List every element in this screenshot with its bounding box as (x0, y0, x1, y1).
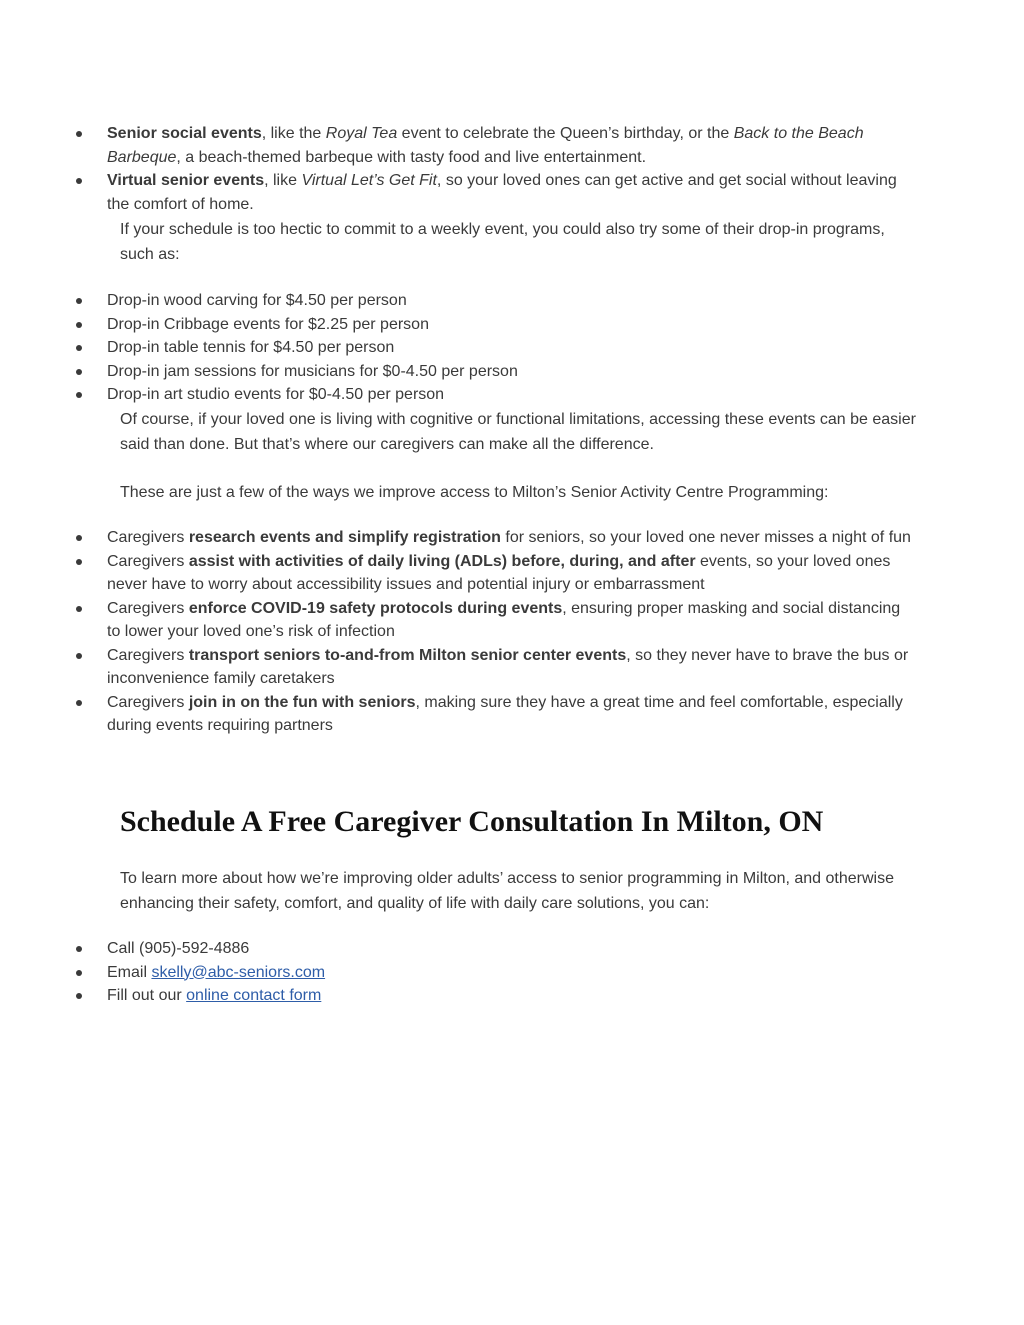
bullet-icon (76, 392, 82, 398)
section-heading: Schedule A Free Caregiver Consultation In Milton, ON (120, 805, 824, 838)
list-item: Senior social events, like the Royal Tea event to celebrate the Queen’s birthday, or the Back to the Beach Barbeque, a beach-themed barbeque with tasty food and live entertainment. (0, 122, 1024, 169)
bold-term: assist with activities of daily living (ADLs) before, during, and after (188, 552, 696, 570)
list-item: Caregivers research events and simplify registration for seniors, so your loved one never misses a night of fun (0, 526, 1024, 550)
event-name: Royal Tea (325, 125, 398, 142)
bullet-icon (76, 700, 82, 706)
bold-term: Senior social events (107, 125, 262, 142)
bullet-icon (76, 535, 82, 541)
bullet-icon (76, 298, 82, 304)
bullet-icon (76, 653, 82, 659)
list-item: Drop-in Cribbage events for $2.25 per person (0, 313, 1024, 337)
list-item: Email skelly@abc-seniors.com (0, 961, 1024, 985)
bold-term: Virtual senior events (107, 172, 265, 189)
list-item (0, 937, 1024, 961)
bullet-icon (76, 606, 82, 612)
email-link[interactable]: skelly@abc-seniors.com (151, 963, 326, 981)
bullet-icon (76, 369, 82, 375)
contact-form-link[interactable]: online contact form (186, 987, 322, 1004)
list-item: Caregivers assist with activities of daily living (ADLs) before, during, and after events, so your loved ones never have to worry about accessibility issues and potential injury or embarrassment (0, 550, 1024, 597)
events-list (0, 122, 1024, 216)
bullet-icon (76, 131, 82, 137)
bold-term: join in on the fun with seniors (188, 693, 416, 711)
list-item: Virtual senior events, like Virtual Let’s Get Fit, so your loved ones can get active and get social without leaving the comfort of home. (0, 169, 1024, 216)
list-item: Drop-in jam sessions for musicians for $0-4.50 per person (0, 360, 1024, 384)
list-item: Drop-in wood carving for $4.50 per person (0, 289, 1024, 313)
bullet-icon (76, 322, 82, 328)
dropin-list (0, 289, 1024, 407)
list-item: Caregivers join in on the fun with seniors, making sure they have a great time and feel comfortable, especially during events requiring partners (0, 691, 1024, 738)
list-item: Caregivers transport seniors to-and-from Milton senior center events, so they never have to brave the bus or inconvenience family caretakers (0, 644, 1024, 691)
caregivers-list (0, 526, 1024, 738)
bold-term: enforce COVID-19 safety protocols during events (188, 599, 563, 617)
contact-list (0, 937, 1024, 1008)
event-name: Virtual Let’s Get Fit (301, 172, 437, 189)
bullet-icon (76, 970, 82, 976)
ways-paragraph: These are just a few of the ways we improve access to Milton’s Senior Activity Centre Programming: (120, 484, 829, 501)
list-item: Drop-in table tennis for $4.50 per person (0, 336, 1024, 360)
list-item: Caregivers enforce COVID-19 safety protocols during events, ensuring proper masking and social distancing to lower your loved one’s risk of infection (0, 597, 1024, 644)
bullet-icon (76, 345, 82, 351)
phone-text: Call (905)-592-4886 (107, 940, 250, 957)
dropin-intro-paragraph: If your schedule is too hectic to commit to a weekly event, you could also try some of their drop-in programs, such as: (120, 221, 885, 263)
of-course-paragraph: Of course, if your loved one is living with cognitive or functional limitations, accessing these events can be easier said than done. But that’s where our caregivers can make all the difference. (120, 411, 916, 453)
list-item: Fill out our online contact form (0, 984, 1024, 1008)
bullet-icon (76, 178, 82, 184)
bullet-icon (76, 559, 82, 565)
learn-more-paragraph: To learn more about how we’re improving older adults’ access to senior programming in Milton, and otherwise enhancing their safety, comfort, and quality of life with daily care solutions, you can: (120, 870, 894, 912)
bold-term: transport seniors to-and-from Milton senior center events (188, 646, 627, 664)
list-item: Drop-in art studio events for $0-4.50 per person (0, 383, 1024, 407)
bullet-icon (76, 993, 82, 999)
bold-term: research events and simplify registration (188, 529, 501, 546)
event-name: Back to the Beach Barbeque (107, 125, 864, 166)
bullet-icon (76, 946, 82, 952)
